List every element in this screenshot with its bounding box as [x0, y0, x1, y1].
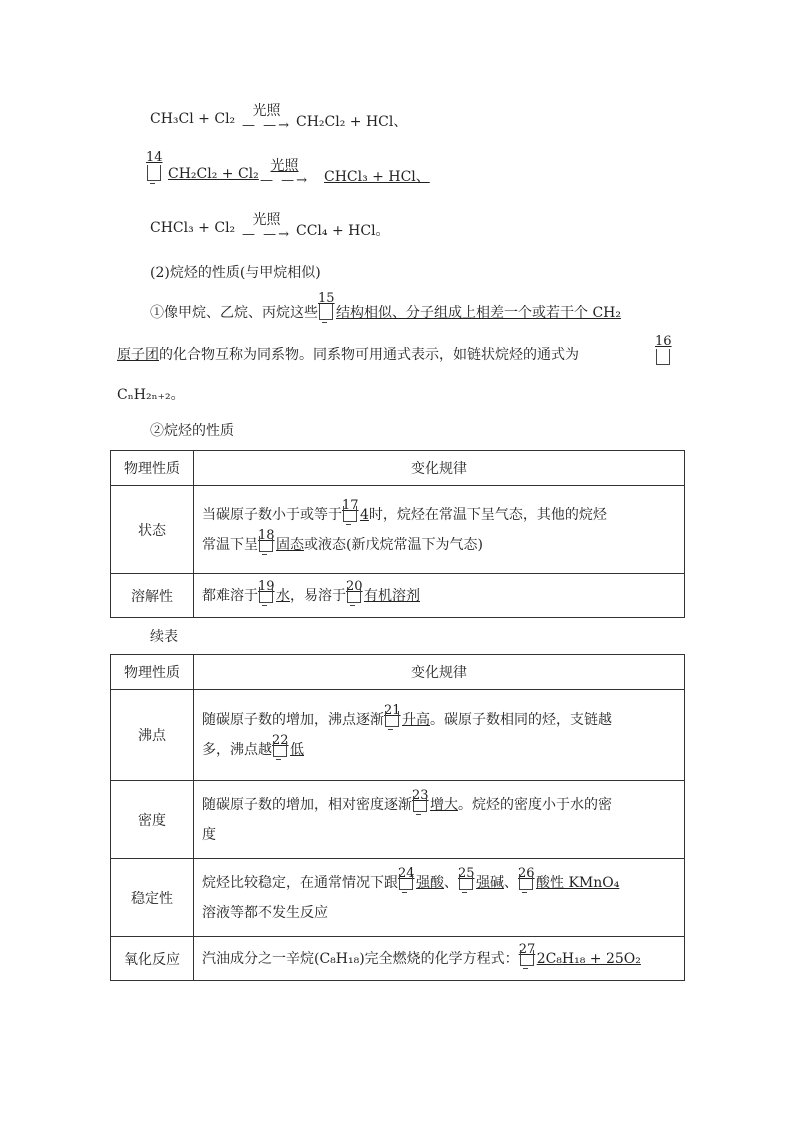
section-heading: (2)烷烃的性质(与甲烷相似)	[150, 265, 321, 281]
properties-table-continued	[110, 654, 685, 981]
table-row: 氧化反应 汽油成分之一辛烷(C₈H₁₈)完全燃烧的化学方程式： 27 2C₈H₁₈ + 25O₂	[111, 937, 685, 981]
table-row: 稳定性 烷烃比较稳定，在通常情况下跟 24 强酸、 25 强碱、 26 酸性 KMnO₄ 溶液等都不发生反应	[111, 859, 685, 937]
answer-blank-14[interactable]: 14	[146, 164, 162, 182]
reaction-arrow	[242, 209, 291, 242]
answer-blank-20[interactable]: 20	[346, 586, 362, 604]
reaction-rhs: CCl₄ + HCl。	[296, 223, 390, 239]
reaction-condition: 光照	[252, 212, 281, 228]
reaction-arrow	[260, 155, 309, 188]
answer-blank-22[interactable]: 22	[272, 740, 288, 758]
answer-blank-15[interactable]: 15	[318, 303, 334, 321]
table-header: 物理性质 变化规律	[111, 451, 685, 486]
answer-blank-16[interactable]: 16	[655, 348, 671, 366]
reaction-lhs: CH₂Cl₂ + Cl₂	[168, 166, 259, 182]
answer-blank-27[interactable]: 27	[519, 949, 535, 967]
table-row: 密度 随碳原子数的增加，相对密度逐渐 23 增大。烷烃的密度小于水的密 度	[111, 781, 685, 859]
answer-blank-24[interactable]: 24	[398, 873, 414, 891]
formula: CₙH₂ₙ₊₂。	[117, 387, 185, 403]
reaction-condition: 光照	[252, 103, 281, 119]
reaction-condition: 光照	[270, 158, 299, 174]
reaction-lhs: CHCl₃ + Cl₂	[150, 220, 236, 236]
answer-blank-17[interactable]: 17	[342, 505, 358, 523]
reaction-rhs: CHCl₃ + HCl、	[324, 169, 430, 185]
answer-15: 结构相似、分子组成上相差一个或若干个 CH₂	[336, 305, 621, 321]
properties-table	[110, 450, 685, 618]
sub-heading: ②烷烃的性质	[150, 423, 234, 439]
arrow-icon: — —→	[242, 227, 292, 242]
reaction-arrow	[242, 100, 291, 133]
answer-blank-18[interactable]: 18	[258, 535, 274, 553]
continued-label: 续表	[150, 629, 178, 645]
answer-blank-25[interactable]: 25	[458, 873, 474, 891]
table-row: 沸点 随碳原子数的增加，沸点逐渐 21 升高。碳原子数相同的烃，支链越 多，沸点越 22 低	[111, 690, 685, 781]
answer-blank-26[interactable]: 26	[518, 873, 534, 891]
reaction-rhs: CH₂Cl₂ + HCl、	[296, 114, 408, 130]
answer-blank-23[interactable]: 23	[412, 795, 428, 813]
arrow-icon: — —→	[260, 173, 310, 188]
table-header: 物理性质 变化规律	[111, 655, 685, 690]
table-row: 溶解性 都难溶于 19 水，易溶于 20 有机溶剂	[111, 574, 685, 618]
answer-blank-21[interactable]: 21	[384, 710, 400, 728]
answer-15-cont: 原子团	[117, 347, 159, 363]
paragraph-line: ①像甲烷、乙烷、丙烷这些 15 结构相似、分子组成上相差一个或若干个 CH₂	[150, 291, 621, 321]
paragraph-line: 原子团的化合物互称为同系物。同系物可用通式表示，如链状烷烃的通式为	[117, 347, 579, 363]
arrow-icon: — —→	[242, 118, 292, 133]
table-row: 状态 当碳原子数小于或等于 17 4时，烷烃在常温下呈气态，其他的烷烃 常温下呈 18 固态或液态(新戊烷常温下为气态)	[111, 486, 685, 574]
reaction-lhs: CH₃Cl + Cl₂	[150, 111, 236, 127]
answer-blank-19[interactable]: 19	[258, 586, 274, 604]
